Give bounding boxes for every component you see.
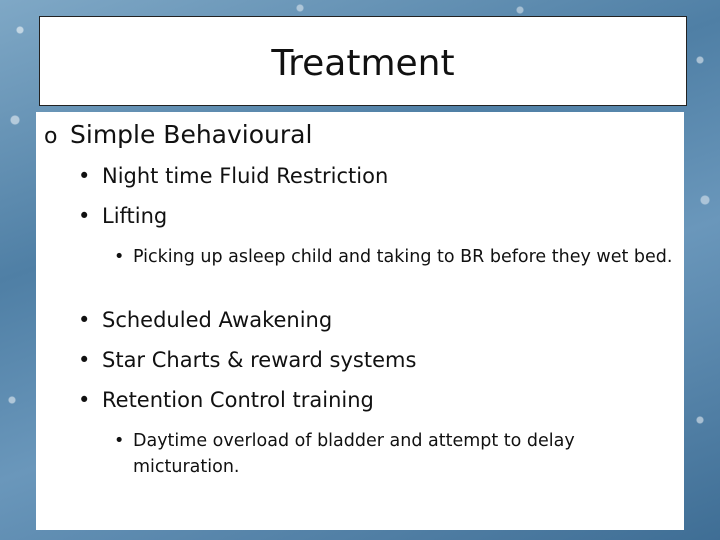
sub-bullet-text: Daytime overload of bladder and attempt to delay micturation. — [133, 431, 575, 477]
bullet-item — [78, 204, 167, 228]
bullet-text: Star Charts & reward systems — [102, 348, 417, 372]
bullet-item — [78, 388, 374, 412]
heading-text: Simple Behavioural — [70, 120, 313, 149]
sub-bullet-item — [114, 244, 684, 270]
circle-bullet-icon: o — [44, 124, 58, 149]
bullet-icon: • — [114, 431, 125, 451]
title-placeholder — [39, 16, 687, 106]
bullet-icon: • — [78, 388, 91, 412]
bullet-text: Retention Control training — [102, 388, 374, 412]
bullet-item — [78, 164, 388, 188]
bullet-text: Scheduled Awakening — [102, 308, 333, 332]
bullet-icon: • — [114, 247, 125, 267]
bullet-icon: • — [78, 204, 91, 228]
bullet-item — [78, 348, 416, 372]
bullet-icon: • — [78, 164, 91, 188]
slide-title: Treatment — [271, 42, 455, 84]
bullet-text: Lifting — [102, 204, 168, 228]
sub-bullet-item — [114, 428, 684, 480]
heading-item — [44, 120, 312, 149]
bullet-item — [78, 308, 332, 332]
sub-bullet-text: Picking up asleep child and taking to BR before they wet bed. — [133, 247, 673, 267]
content-placeholder — [36, 112, 684, 530]
bullet-icon: • — [78, 348, 91, 372]
bullet-text: Night time Fluid Restriction — [102, 164, 389, 188]
bullet-icon: • — [78, 308, 91, 332]
